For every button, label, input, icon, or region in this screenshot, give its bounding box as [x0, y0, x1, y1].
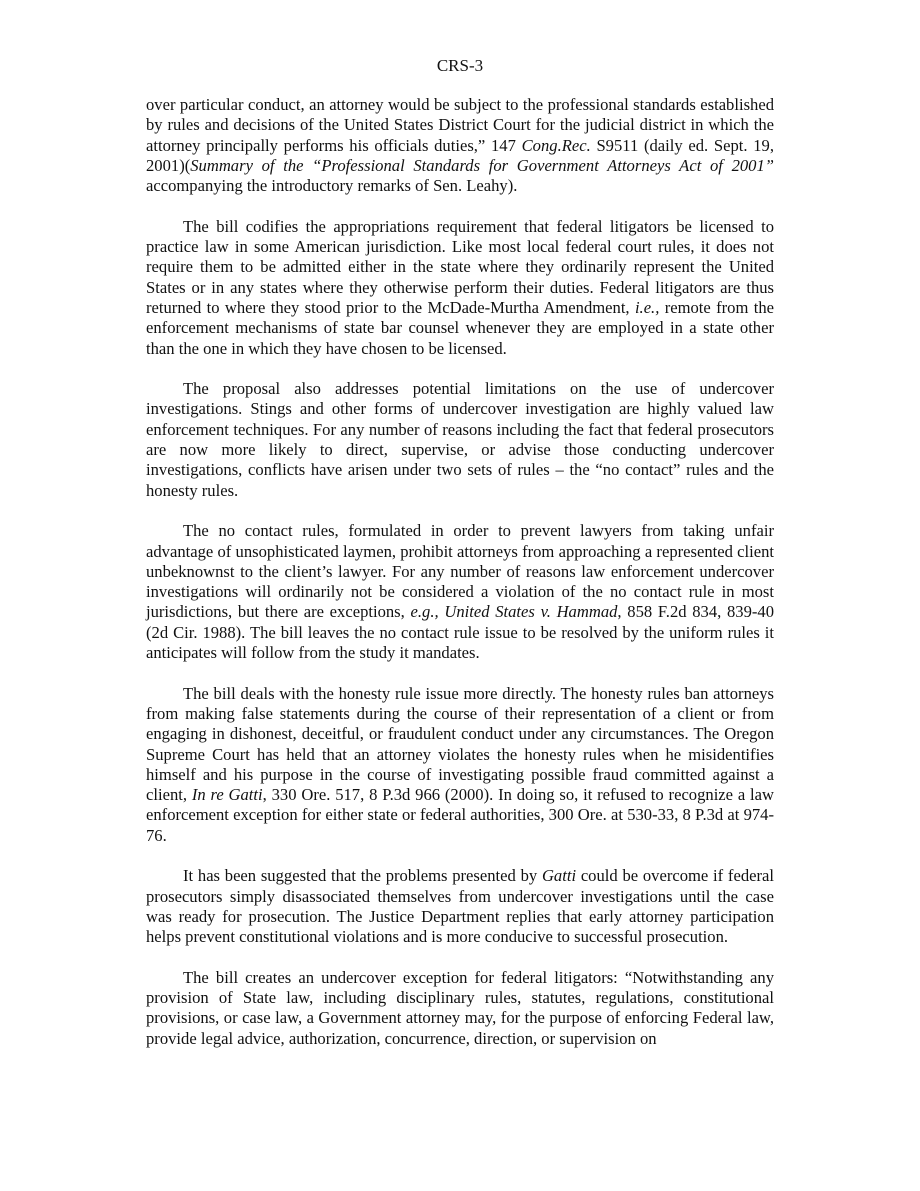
p5-text-2: , 330 Ore. 517, 8 P.3d 966 (2000). In doing so, it refused to recognize a law enforcement exception for either state or federal authorities, 300 Ore. at 530-33, 8 P.3d at 974-76. — [146, 785, 775, 845]
p1-text-1: over particular conduct, an attorney would be subject to the professional standards established by rules and decisions of the United States District Court for the judicial district in which the attorney principally performs his officials duties,” 147 — [146, 95, 774, 155]
paragraph-6 — [146, 866, 774, 947]
p2-ie-italic: i.e., — [634, 297, 660, 317]
p6-case-italic: Gatti — [541, 866, 577, 886]
paragraph-2 — [146, 217, 774, 359]
p5-text-1: The bill deals with the honesty rule issue more directly. The honesty rules ban attorneys from making false statements during the course of their representation of a client or from engaging in dishonest, deceitful, or fraudulent conduct under any circumstances. The Oregon Supreme Court has held that an attorney violates the honesty rules when he misidentifies himself and his purpose in the course of investigating possible fraud committed against a client, — [146, 683, 774, 805]
p4-text-1: The no contact rules, formulated in order to prevent lawyers from taking unfair advantage of unsophisticated laymen, prohibit attorneys from approaching a represented client unbeknownst to the client’s lawyer. For any number of reasons law enforcement undercover investigations will ordinarily not be considered a violation of the no contact rule in most jurisdictions, but there are exceptions, — [146, 521, 774, 622]
p2-text-2: remote from the enforcement mechanisms of state bar counsel whenever they are employed in a state other than the one in which they have chosen to be licensed. — [146, 297, 774, 358]
p4-case-italic: e.g., United States v. Hammad — [410, 602, 618, 622]
paragraph-4 — [146, 521, 774, 663]
p7-text-1: The bill creates an undercover exception for federal litigators: “Notwithstanding any provision of State law, including disciplinary rules, statutes, regulations, constitutional provisions, or case law, a Government attorney may, for the purpose of enforcing Federal law, provide legal advice, authorization, concurrence, direction, or supervision on — [146, 967, 774, 1048]
p1-citation-italic: Cong.Rec. — [521, 135, 591, 155]
page-number-header: CRS-3 — [436, 56, 484, 75]
paragraph-7 — [146, 968, 774, 1049]
p1-summary-title-italic: Summary of the “Professional Standards for Government Attorneys Act of 2001” — [190, 155, 774, 175]
p3-text-1: The proposal also addresses potential limitations on the use of undercover investigations. Stings and other forms of undercover investigation are highly valued law enforcement techniques. For any number of reasons including the fact that federal prosecutors are now more likely to direct, supervise, or advise those conducting undercover investigations, conflicts have arisen under two sets of rules – the “no contact” rules and the honesty rules. — [146, 379, 774, 500]
p5-case-italic: In re Gatti — [191, 785, 263, 805]
paragraph-5 — [146, 684, 774, 846]
paragraph-1 — [146, 95, 774, 196]
p6-text-1: It has been suggested that the problems presented by — [183, 866, 542, 886]
document-body — [146, 95, 774, 1049]
p6-text-2: could be overcome if federal prosecutors simply disassociated themselves from undercover investigations until the case was ready for prosecution. The Justice Department replies that early attorney participation helps prevent constitutional violations and is more conducive to successful prosecution. — [146, 866, 774, 947]
p4-text-2: , 858 F.2d 834, 839-40 (2d Cir. 1988). The bill leaves the no contact rule issue to be resolved by the uniform rules it anticipates will follow from the study it mandates. — [146, 602, 775, 663]
paragraph-3 — [146, 379, 774, 501]
p1-text-2: S9511 (daily ed. Sept. 19, 2001)( — [146, 135, 774, 175]
p1-text-3: accompanying the introductory remarks of Sen. Leahy). — [146, 176, 518, 196]
p2-text-1: The bill codifies the appropriations requirement that federal litigators be licensed to practice law in some American jurisdiction. Like most local federal court rules, it does not require them to be admitted either in the state where they ordinarily represent the United States or in any states where they otherwise perform their duties. Federal litigators are thus returned to where they stood prior to the McDade-Murtha Amendment, — [146, 216, 774, 317]
